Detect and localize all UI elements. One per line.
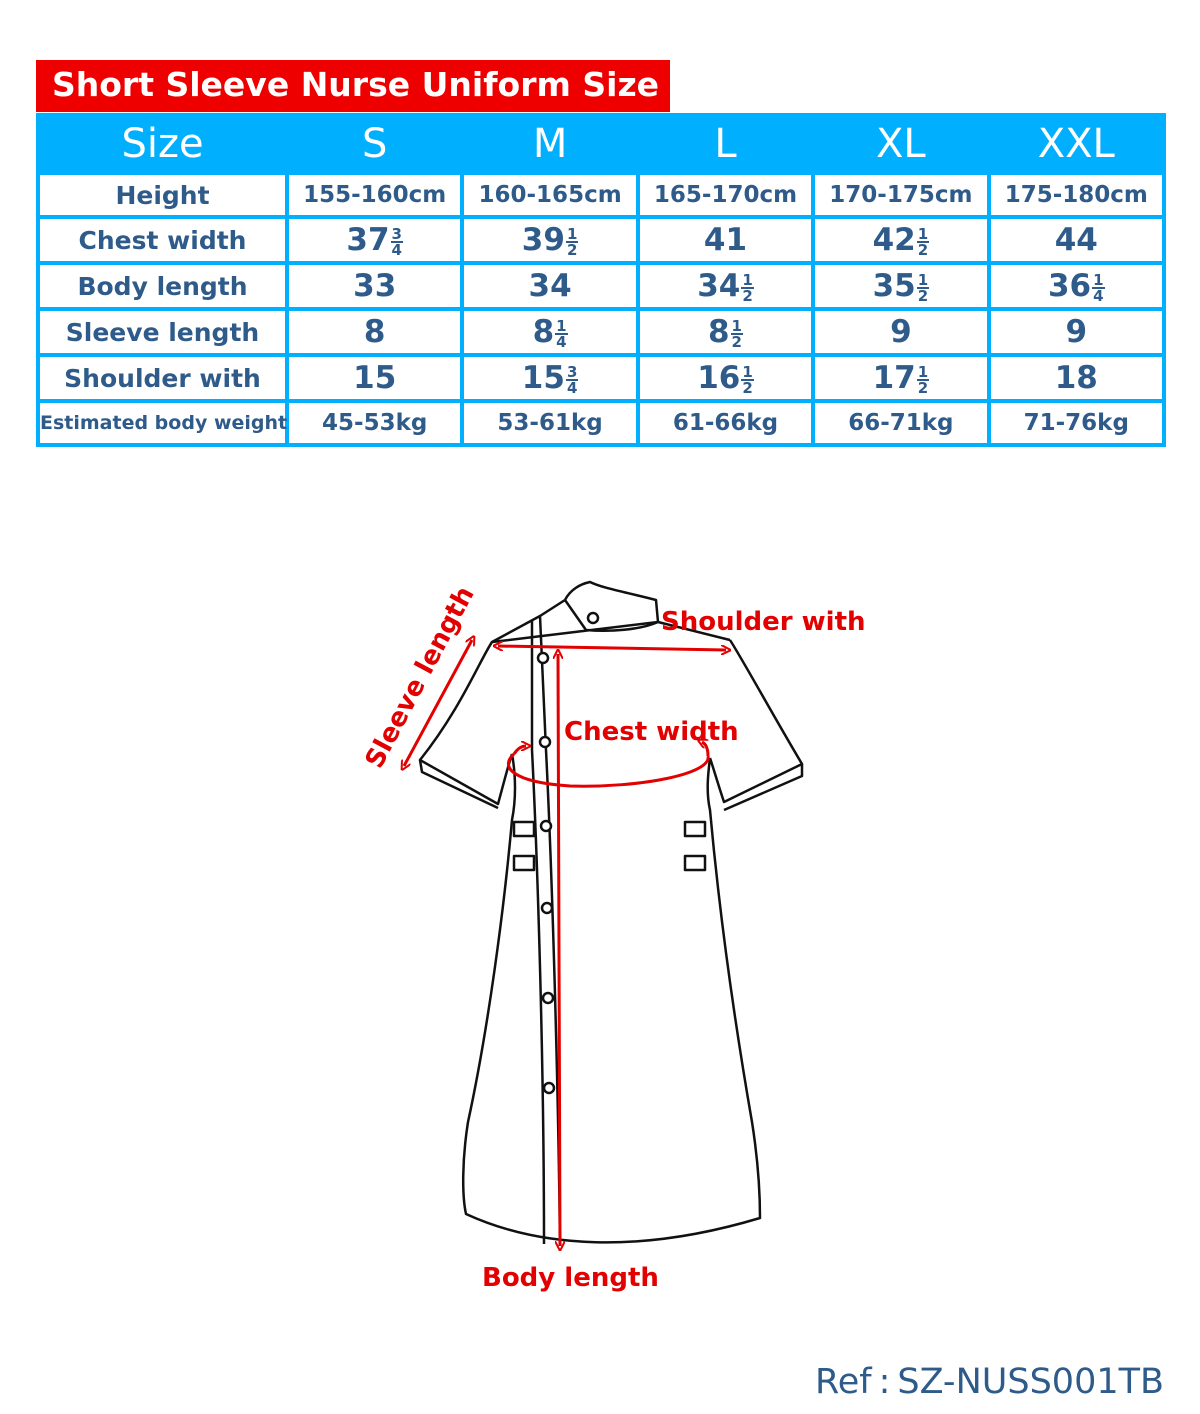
- cell-value: 175-180cm: [1004, 182, 1148, 208]
- cell-value: 34: [528, 268, 572, 304]
- table-cell: [289, 311, 460, 353]
- fraction-numerator: 1: [556, 316, 567, 335]
- fraction-numerator: 3: [391, 224, 402, 243]
- table-row: [40, 219, 1162, 261]
- header-xl: XL: [815, 117, 986, 171]
- shoulder-with-label: Shoulder with: [661, 607, 866, 637]
- fraction-denominator: 2: [566, 240, 578, 259]
- table-cell: [991, 265, 1162, 307]
- table-cell: [991, 403, 1162, 443]
- cell-value: 33: [353, 268, 397, 304]
- button-icon: [544, 1083, 554, 1093]
- table-cell: [464, 219, 635, 261]
- button-icon: [588, 613, 598, 623]
- table-cell: [464, 175, 635, 215]
- reference-code: Ref : SZ-NUSS001TB: [814, 1362, 1164, 1402]
- row-label: Shoulder with: [40, 357, 285, 399]
- table-cell: [991, 357, 1162, 399]
- button-icon: [538, 653, 548, 663]
- cell-fraction: [731, 316, 743, 351]
- table-cell: [640, 357, 811, 399]
- cell-value: 8: [532, 314, 555, 350]
- fraction-numerator: 1: [1093, 270, 1104, 289]
- button-icon: [543, 993, 553, 1003]
- cell-fraction: [391, 224, 403, 259]
- cell-value: 18: [1054, 360, 1098, 396]
- header-xxl: XXL: [991, 117, 1162, 171]
- table-row: [40, 265, 1162, 307]
- table-row: [40, 403, 1162, 443]
- fraction-numerator: 3: [566, 362, 578, 381]
- table-cell: [640, 265, 811, 307]
- cell-value: 16: [697, 360, 741, 396]
- table-row: [40, 311, 1162, 353]
- fraction-numerator: 1: [917, 362, 929, 381]
- cell-fraction: [566, 224, 578, 259]
- body-measure-line: [558, 654, 560, 1246]
- cell-value: 53-61kg: [497, 410, 603, 436]
- row-label: Chest width: [40, 219, 285, 261]
- fraction-denominator: 2: [742, 378, 753, 397]
- table-cell: [289, 219, 460, 261]
- table-cell: [640, 403, 811, 443]
- table-cell: [464, 311, 635, 353]
- cell-value: 35: [872, 268, 916, 304]
- cell-value: 9: [1065, 314, 1088, 350]
- size-spec-table: [36, 113, 1166, 447]
- table-cell: [289, 265, 460, 307]
- cell-fraction: [741, 270, 753, 305]
- sleeve-length-label: Sleeve length: [359, 581, 481, 774]
- left-tab-top: [514, 822, 534, 836]
- fraction-numerator: 1: [742, 362, 753, 381]
- cell-value: 42: [872, 222, 916, 258]
- garment-outline: [420, 582, 802, 1244]
- cell-value: 61-66kg: [672, 410, 779, 436]
- buttons: [538, 613, 598, 1093]
- cell-value: 34: [697, 268, 741, 304]
- fraction-denominator: 2: [731, 332, 742, 351]
- table-cell: [991, 175, 1162, 215]
- button-icon: [541, 821, 551, 831]
- table-cell: [289, 175, 460, 215]
- table-cell: [640, 311, 811, 353]
- chest-width-label: Chest width: [564, 717, 739, 747]
- cell-value: 37: [346, 222, 390, 258]
- table-cell: [464, 357, 635, 399]
- table-cell: [289, 357, 460, 399]
- button-icon: [540, 737, 550, 747]
- chest-measure-curve: [508, 754, 708, 786]
- table-cell: [289, 403, 460, 443]
- cell-value: 44: [1054, 222, 1098, 258]
- body-length-label: Body length: [482, 1263, 659, 1293]
- fraction-numerator: 1: [742, 270, 753, 289]
- cell-fraction: [555, 316, 567, 351]
- fraction-denominator: 4: [556, 332, 567, 351]
- header-m: M: [464, 117, 635, 171]
- cell-value: 9: [890, 314, 912, 350]
- cell-fraction: [1092, 270, 1104, 305]
- cell-value: 15: [353, 360, 397, 396]
- table-cell: [815, 311, 986, 353]
- cell-value: 8: [363, 314, 386, 350]
- table-cell: [815, 357, 986, 399]
- fraction-denominator: 2: [917, 286, 929, 305]
- table-row: [40, 357, 1162, 399]
- cell-fraction: [917, 270, 929, 305]
- fraction-numerator: 1: [917, 270, 929, 289]
- cell-value: 170-175cm: [829, 182, 973, 208]
- header-l: L: [640, 117, 811, 171]
- cell-fraction: [917, 362, 929, 397]
- cell-value: 36: [1047, 268, 1092, 304]
- header-size: Size: [40, 117, 285, 171]
- table-cell: [815, 403, 986, 443]
- right-tab-top: [685, 822, 705, 836]
- cell-value: 39: [521, 222, 565, 258]
- left-tab-bottom: [514, 856, 534, 870]
- cell-value: 41: [703, 222, 748, 258]
- table-cell: [991, 219, 1162, 261]
- fraction-denominator: 2: [742, 286, 753, 305]
- cell-fraction: [566, 362, 578, 397]
- cell-value: 155-160cm: [303, 182, 447, 208]
- cell-value: 160-165cm: [478, 182, 622, 208]
- chest-arrow-left: [514, 746, 526, 754]
- table-cell: [991, 311, 1162, 353]
- cell-fraction: [917, 224, 929, 259]
- row-label: Body length: [40, 265, 285, 307]
- table-cell: [640, 175, 811, 215]
- fraction-denominator: 4: [391, 240, 402, 259]
- table-header-row: [40, 117, 1162, 171]
- table-cell: [815, 175, 986, 215]
- uniform-diagram: [340, 570, 880, 1310]
- fraction-denominator: 2: [917, 240, 929, 259]
- nurse-uniform-illustration: [340, 570, 880, 1310]
- fraction-numerator: 1: [917, 224, 929, 243]
- table-row: [40, 175, 1162, 215]
- table-cell: [815, 219, 986, 261]
- header-s: S: [289, 117, 460, 171]
- table-cell: [464, 403, 635, 443]
- cell-value: 17: [872, 360, 916, 396]
- table-cell: [640, 219, 811, 261]
- cell-value: 71-76kg: [1023, 410, 1129, 436]
- placket-left: [532, 620, 544, 1244]
- table-cell: [464, 265, 635, 307]
- fraction-numerator: 1: [731, 316, 742, 335]
- table-cell: [815, 265, 986, 307]
- cell-value: 45-53kg: [322, 410, 428, 436]
- cell-value: 15: [521, 360, 565, 396]
- row-label: Height: [40, 175, 285, 215]
- button-icon: [542, 903, 552, 913]
- fraction-numerator: 1: [566, 224, 578, 243]
- body-outline: [463, 754, 760, 1242]
- cell-value: 8: [707, 314, 730, 350]
- row-label: Sleeve length: [40, 311, 285, 353]
- right-tab-bottom: [685, 856, 705, 870]
- page-title: Short Sleeve Nurse Uniform Size Spec: [36, 60, 670, 112]
- cell-value: 66-71kg: [848, 410, 954, 436]
- cell-value: 165-170cm: [653, 182, 798, 208]
- row-label: Estimated body weight: [40, 403, 285, 443]
- fraction-denominator: 4: [1093, 286, 1104, 305]
- fraction-denominator: 2: [917, 378, 929, 397]
- cell-fraction: [741, 362, 753, 397]
- fraction-denominator: 4: [566, 378, 578, 397]
